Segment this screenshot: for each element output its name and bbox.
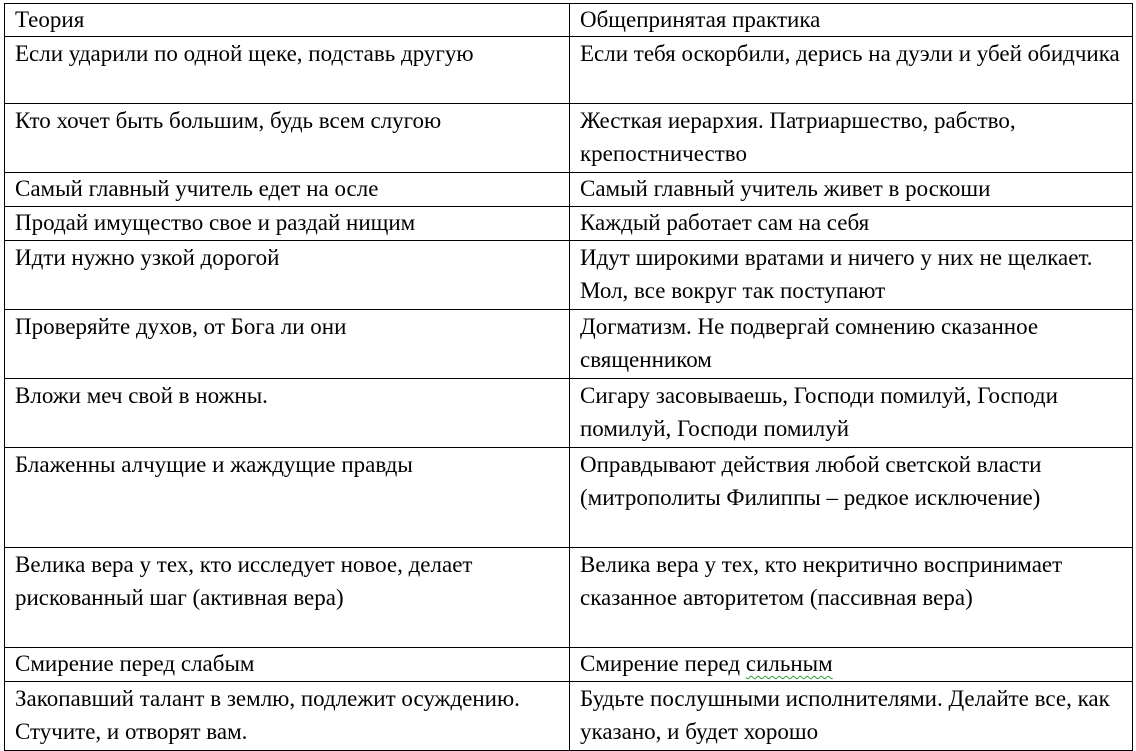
table-row (5, 37, 1133, 104)
practice-cell: Жесткая иерархия. Патриаршество, рабство, крепостничество (570, 104, 1133, 173)
practice-cell: Велика вера у тех, кто некритично воспринимает сказанное авторитетом (пассивная вера) (570, 548, 1133, 648)
table-row (5, 104, 1133, 173)
table-row (5, 548, 1133, 648)
spellcheck-flagged-word[interactable]: сильным (745, 651, 833, 676)
table-row (5, 241, 1133, 310)
practice-cell: Догматизм. Не подвергай сомнению сказанное священником (570, 310, 1133, 379)
table-row (5, 682, 1133, 751)
table-row (5, 448, 1133, 548)
theory-cell: Смирение перед слабым (5, 648, 570, 682)
table-row (5, 648, 1133, 682)
practice-cell: Оправдывают действия любой светской власти (митрополиты Филиппы – редкое исключение) (570, 448, 1133, 548)
practice-cell: Сигару засовываешь, Господи помилуй, Господи помилуй, Господи помилуй (570, 379, 1133, 448)
practice-cell: Если тебя оскорбили, дерись на дуэли и убей обидчика (570, 37, 1133, 104)
theory-cell: Блаженны алчущие и жаждущие правды (5, 448, 570, 548)
table-header-row (5, 4, 1133, 37)
practice-cell: Самый главный учитель живет в роскоши (570, 173, 1133, 207)
table-row (5, 173, 1133, 207)
theory-cell: Закопавший талант в землю, подлежит осуждению. Стучите, и отворят вам. (5, 682, 570, 751)
theory-cell: Самый главный учитель едет на осле (5, 173, 570, 207)
practice-cell: Будьте послушными исполнителями. Делайте все, как указано, и будет хорошо (570, 682, 1133, 751)
theory-cell: Если ударили по одной щеке, подставь другую (5, 37, 570, 104)
theory-cell: Продай имущество свое и раздай нищим (5, 207, 570, 241)
table-row (5, 207, 1133, 241)
table-row (5, 310, 1133, 379)
theory-cell: Вложи меч свой в ножны. (5, 379, 570, 448)
practice-cell: Каждый работает сам на себя (570, 207, 1133, 241)
header-common-practice: Общепринятая практика (570, 4, 1133, 37)
practice-cell: Идут широкими вратами и ничего у них не щелкает. Мол, все вокруг так поступают (570, 241, 1133, 310)
theory-cell: Велика вера у тех, кто исследует новое, делает рискованный шаг (активная вера) (5, 548, 570, 648)
theory-cell: Кто хочет быть большим, будь всем слугою (5, 104, 570, 173)
table-row (5, 379, 1133, 448)
theory-cell: Идти нужно узкой дорогой (5, 241, 570, 310)
practice-cell-text: Смирение перед (580, 651, 746, 676)
header-theory: Теория (5, 4, 570, 37)
theory-cell: Проверяйте духов, от Бога ли они (5, 310, 570, 379)
practice-cell (570, 648, 1133, 682)
comparison-table (4, 3, 1133, 751)
